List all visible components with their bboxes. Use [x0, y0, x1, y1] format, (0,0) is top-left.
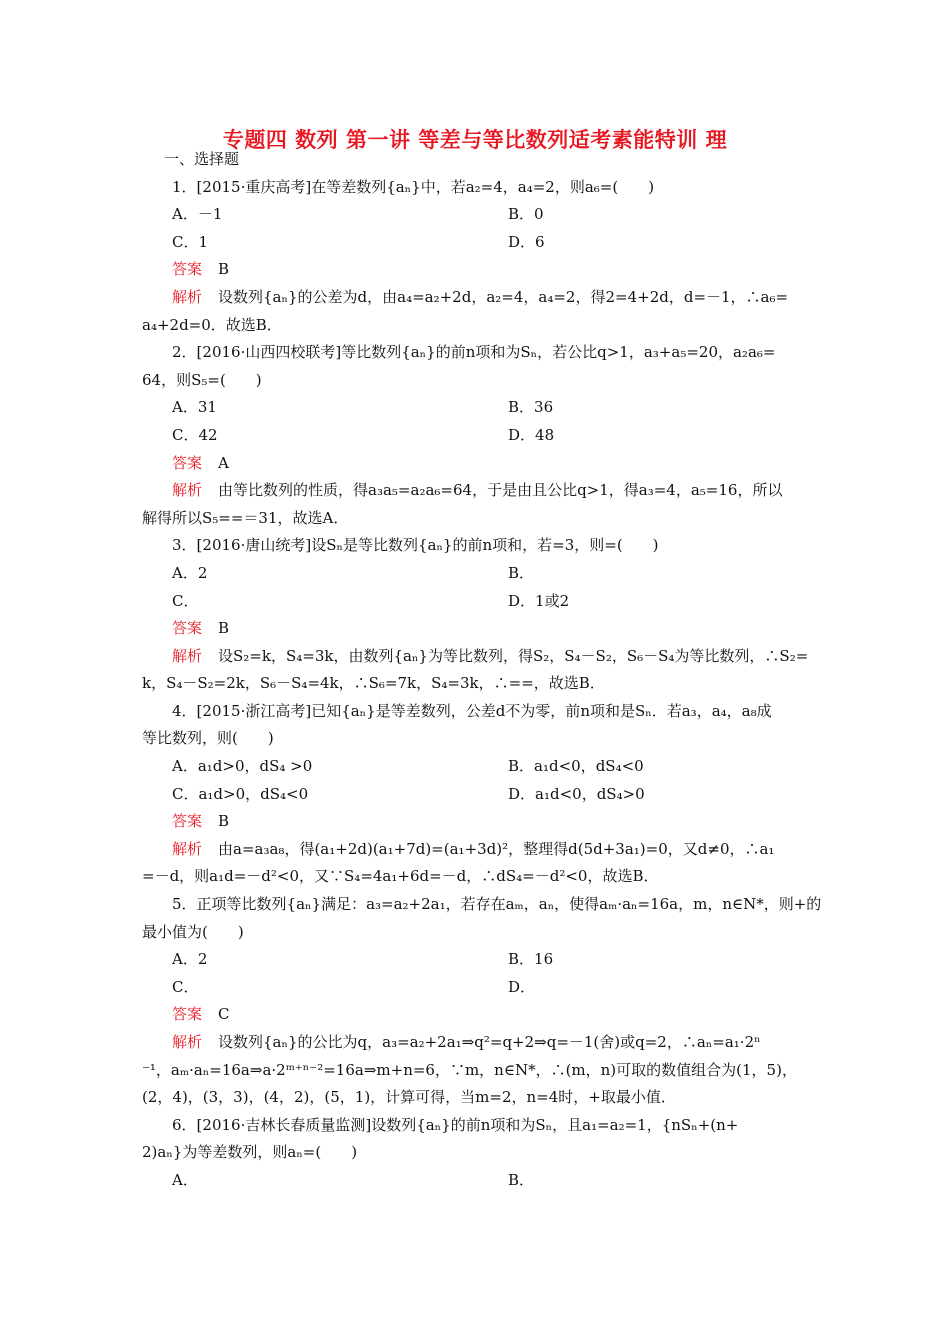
q6-option-b: B． — [508, 1170, 535, 1189]
q5-analysis-line-2: ⁻¹，aₘ·aₙ=16a⇒a·2ᵐ⁺ⁿ⁻²=16a⇒m+n=6，∵m，n∈N*，∴(m，n)可取的数值组合为(1，5)， — [142, 1060, 797, 1079]
analysis-label: 解析 — [172, 839, 203, 858]
q6-options-row-1 — [142, 1167, 812, 1195]
q3-analysis-line-2: k，S₄－S₂=2k，S₆－S₄=4k，∴S₆=7k，S₄=3k，∴==，故选B． — [142, 674, 605, 693]
q4-analysis-text-1: 由a=a₃a₈，得(a₁+2d)(a₁+7d)=(a₁+3d)²，整理得d(5d+3a₁)=0，又d≠0，∴a₁ — [218, 839, 775, 858]
analysis-label: 解析 — [172, 1033, 203, 1051]
q4-answer — [142, 808, 812, 836]
analysis-label: 解析 — [172, 287, 203, 306]
section-heading: 一、选择题 — [164, 150, 240, 168]
q3-options-row-1 — [142, 560, 812, 588]
page-title: 专题四 数列 第一讲 等差与等比数列适考素能特训 理 — [222, 128, 728, 152]
q1-option-d: D．6 — [508, 232, 545, 251]
q4-options-row-2 — [142, 781, 812, 809]
q2-option-c: C．42 — [172, 425, 218, 444]
q2-answer — [142, 450, 812, 478]
q6-stem-line-2: 2)aₙ}为等差数列，则aₙ=( ) — [142, 1143, 358, 1162]
analysis-label: 解析 — [172, 481, 203, 500]
q3-answer-value: B — [218, 619, 230, 638]
q1-analysis-text-1: 设数列{aₙ}的公差为d，由a₄=a₂+2d，a₂=4，a₄=2，得2=4+2d，d=－1，∴a₆= — [218, 287, 789, 306]
q1-analysis-line-2: a₄+2d=0．故选B． — [142, 315, 282, 334]
q4-answer-value: B — [218, 812, 230, 831]
q5-option-d: D． — [508, 977, 536, 996]
q2-option-d: D．48 — [508, 425, 555, 444]
q4-options-row-1 — [142, 753, 812, 781]
q1-analysis-line-1 — [142, 284, 812, 312]
q1-answer — [142, 256, 812, 284]
answer-label: 答案 — [172, 619, 203, 638]
q5-analysis-line-3: (2，4)，(3，3)，(4，2)，(5，1)，计算可得，当m=2，n=4时，+取最小值． — [142, 1088, 676, 1107]
document-body — [142, 146, 822, 1195]
q5-option-b: B．16 — [508, 950, 554, 969]
q3-option-c: C． — [172, 591, 199, 610]
q5-stem-line-1: 5．正项等比数列{aₙ}满足：a₃=a₂+2a₁，若存在aₘ，aₙ，使得aₘ·aₙ=16a，m，n∈N*，则+的 — [172, 895, 822, 914]
q4-option-c: C．a₁d>0，dS₄<0 — [172, 784, 309, 803]
q5-analysis-text-1: 设数列{aₙ}的公比为q，a₃=a₂+2a₁⇒q²=q+2⇒q=－1(舍)或q=2，∴aₙ=a₁·2ⁿ — [218, 1033, 761, 1051]
q4-option-d: D．a₁d<0，dS₄>0 — [508, 784, 645, 803]
q5-answer — [142, 1001, 812, 1029]
q6-stem-line-1: 6．[2016·吉林长春质量监测]设数列{aₙ}的前n项和为Sₙ，且a₁=a₂=1，{nSₙ+(n+ — [172, 1115, 739, 1134]
q5-options-row-2 — [142, 974, 812, 1002]
q1-stem: 1．[2015·重庆高考]在等差数列{aₙ}中，若a₂=4，a₄=2，则a₆=( ) — [172, 177, 655, 196]
q5-option-c: C． — [172, 977, 199, 996]
q4-analysis-line-1 — [142, 836, 812, 864]
q2-answer-value: A — [218, 453, 229, 472]
q1-option-c: C．1 — [172, 232, 209, 251]
answer-label: 答案 — [172, 260, 203, 279]
q1-option-a: A．－1 — [172, 205, 223, 224]
q1-options-row-2 — [142, 229, 812, 257]
q1-answer-value: B — [218, 260, 230, 279]
q2-stem-line-1: 2．[2016·山西四校联考]等比数列{aₙ}的前n项和为Sₙ，若公比q>1，a₃+a₅=20，a₂a₆= — [172, 343, 776, 362]
answer-label: 答案 — [172, 812, 203, 831]
q2-analysis-text-1: 由等比数列的性质，得a₃a₅=a₂a₆=64，于是由且公比q>1，得a₃=4，a₅=16，所以 — [218, 481, 783, 500]
q2-option-a: A．31 — [172, 398, 217, 417]
q4-option-a: A．a₁d>0，dS₄ >0 — [172, 757, 313, 776]
q2-options-row-2 — [142, 422, 812, 450]
q2-stem-line-2: 64，则S₅=( ) — [142, 370, 262, 389]
q3-option-a: A．2 — [172, 563, 208, 582]
q6-option-a: A． — [172, 1170, 198, 1189]
q3-option-b: B． — [508, 563, 535, 582]
q1-option-b: B．0 — [508, 205, 544, 224]
q3-options-row-2 — [142, 588, 812, 616]
analysis-label: 解析 — [172, 646, 203, 665]
q3-answer — [142, 615, 812, 643]
q5-analysis-line-1 — [142, 1029, 812, 1057]
q5-options-row-1 — [142, 946, 812, 974]
q5-answer-value: C — [218, 1005, 230, 1024]
q3-stem: 3．[2016·唐山统考]设Sₙ是等比数列{aₙ}的前n项和，若=3，则=( ) — [172, 536, 659, 555]
q5-stem-line-2: 最小值为( ) — [142, 922, 244, 941]
q2-option-b: B．36 — [508, 398, 554, 417]
q5-option-a: A．2 — [172, 950, 208, 969]
answer-label: 答案 — [172, 453, 203, 472]
q3-analysis-line-1 — [142, 643, 812, 671]
q4-stem-line-2: 等比数列，则( ) — [142, 729, 274, 748]
q4-option-b: B．a₁d<0，dS₄<0 — [508, 757, 644, 776]
q2-options-row-1 — [142, 394, 812, 422]
q4-stem-line-1: 4．[2015·浙江高考]已知{aₙ}是等差数列，公差d不为零，前n项和是Sₙ．若a₃，a₄，a₈成 — [172, 701, 772, 720]
q3-option-d: D．1或2 — [508, 591, 570, 610]
q2-analysis-line-2: 解得所以S₅==＝31，故选A． — [142, 508, 349, 527]
q4-analysis-line-2: =－d，则a₁d=－d²<0，又∵S₄=4a₁+6d=－d，∴dS₄=－d²<0，故选B． — [142, 867, 659, 886]
q3-analysis-text-1: 设S₂=k，S₄=3k，由数列{aₙ}为等比数列，得S₂，S₄－S₂，S₆－S₄为等比数列，∴S₂= — [218, 646, 809, 665]
q1-options-row-1 — [142, 201, 812, 229]
answer-label: 答案 — [172, 1005, 203, 1024]
q2-analysis-line-1 — [142, 477, 812, 505]
